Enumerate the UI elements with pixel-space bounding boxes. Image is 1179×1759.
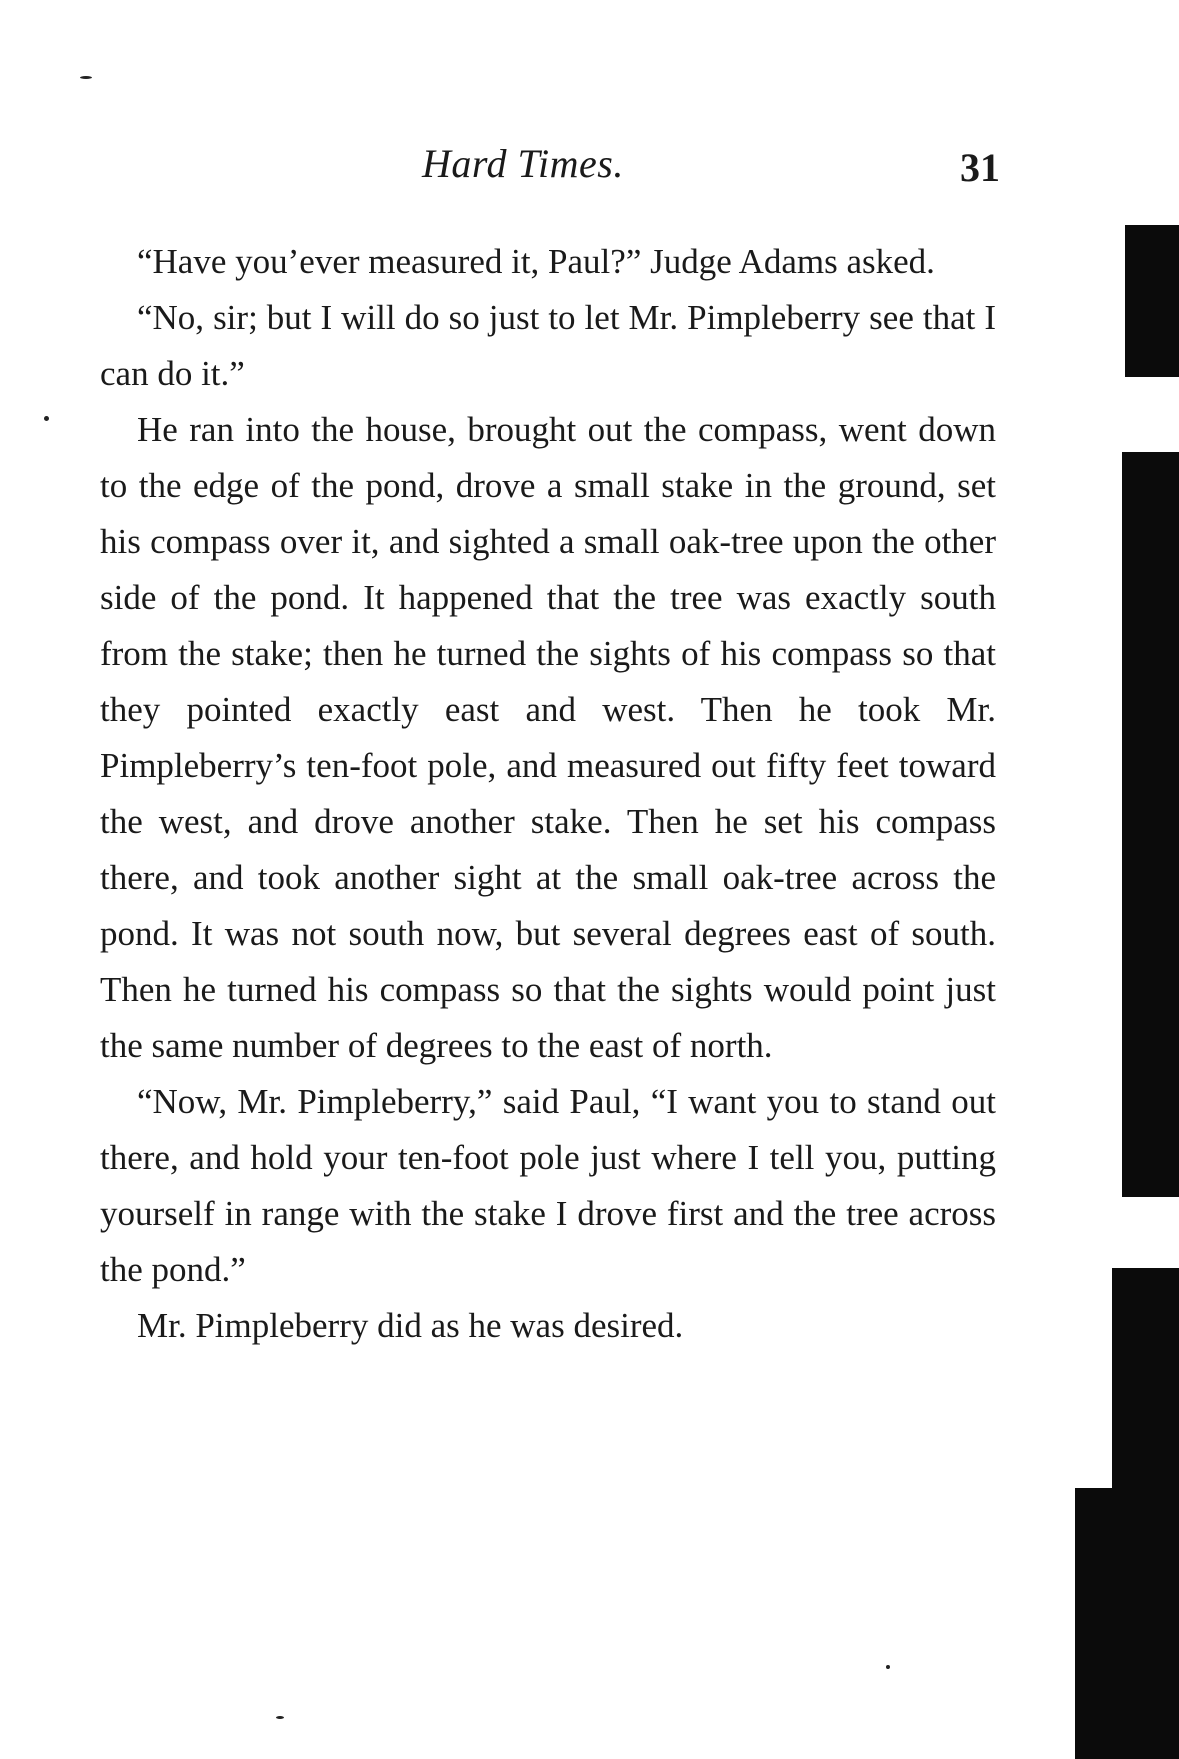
scan-speck	[886, 1665, 890, 1669]
scan-speck	[44, 416, 49, 421]
running-head	[100, 140, 1000, 200]
scan-edge-artifact	[1125, 225, 1179, 377]
scan-edge-artifact	[1075, 1488, 1179, 1759]
page-number: 31	[960, 145, 1000, 190]
scan-speck	[80, 76, 92, 79]
paragraph-5: Mr. Pimpleberry did as he was desired.	[137, 1306, 684, 1345]
paragraph-3: He ran into the house, brought out the compass, went down to the edge of the pond, drove a small stake in the ground, set his compass over it, and sighted a small oak-tree upon the other side of the pond. It happened that the tree was exactly south from the stake; then he turned the sights of his compass so that they pointed exactly east and west. Then he took Mr. Pimpleberry’s ten-foot pole, and measured out fifty feet toward the west, and drove another stake. Then he set his compass there, and took another sight at the small oak-tree across the pond. It was not south now, but several degrees east of south. Then he turned his compass so that the sights would point just the same number of degrees to the east of north.	[100, 410, 996, 1065]
running-title: Hard Times.	[422, 141, 624, 186]
scan-speck	[276, 1716, 284, 1719]
scan-edge-artifact	[1112, 1268, 1179, 1488]
paragraph-2: “No, sir; but I will do so just to let Mr. Pimpleberry see that I can do it.”	[100, 298, 996, 393]
scan-edge-artifact	[1122, 452, 1179, 1197]
paragraph-1: “Have you’ever measured it, Paul?” Judge Adams asked.	[137, 242, 935, 281]
paragraph-4: “Now, Mr. Pimpleberry,” said Paul, “I want you to stand out there, and hold your ten-foot pole just where I tell you, putting yourself in range with the stake I drove first and the tree across the pond.”	[100, 1082, 996, 1289]
body-text	[100, 234, 996, 1354]
